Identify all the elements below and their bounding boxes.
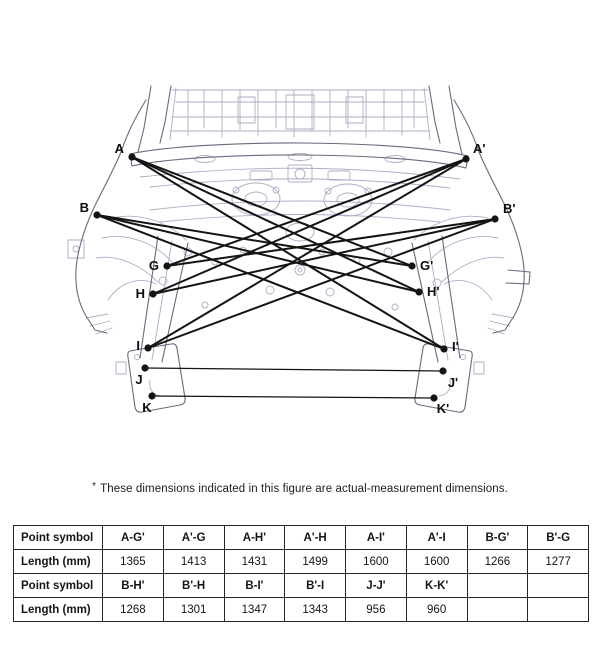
point-label-I': I' [452,339,459,354]
table-cell: A-I' [346,526,407,550]
measure-point-K [148,392,155,399]
measure-point-G' [408,262,415,269]
measure-point-I [144,344,151,351]
table-row [14,526,589,550]
table-cell: B-G' [467,526,528,550]
table-cell: A-G' [103,526,164,550]
point-label-K: K [142,400,152,415]
row-label-cell: Length (mm) [14,598,103,622]
measure-point-A' [462,155,469,162]
table-row [14,574,589,598]
measure-line-B-I' [97,215,444,349]
point-label-J: J [135,372,143,387]
footnote-text: These dimensions indicated in this figure are actual-measurement dimensions. [100,483,508,495]
point-label-G: G [148,258,159,273]
measure-line-A-I' [132,157,444,349]
table-cell: 956 [346,598,407,622]
measure-point-G [163,262,170,269]
measure-point-I' [440,345,447,352]
point-label-I: I [136,338,140,353]
table-cell: 1343 [285,598,346,622]
point-label-G': G' [420,258,434,273]
measure-line-B-G' [97,215,412,266]
point-label-A': A' [473,141,486,156]
measure-point-B [93,211,100,218]
table-cell: 1499 [285,550,346,574]
table-cell: B'-G [528,526,589,550]
table-cell [467,598,528,622]
row-label-cell: Point symbol [14,574,103,598]
table-cell [528,598,589,622]
point-label-B': B' [503,201,516,216]
table-cell: 1431 [224,550,285,574]
vehicle-body-illustration [68,86,530,412]
table-cell [528,574,589,598]
table-cell: A'-H [285,526,346,550]
table-cell: J-J' [346,574,407,598]
table-cell: 960 [406,598,467,622]
table-cell: B-H' [103,574,164,598]
row-label-cell: Length (mm) [14,550,103,574]
measure-point-J [141,364,148,371]
measure-point-A [128,153,135,160]
point-label-K': K' [436,401,450,416]
table-row [14,550,589,574]
table-cell: 1268 [103,598,164,622]
table-cell: 1277 [528,550,589,574]
measure-point-J' [439,367,446,374]
figure-footnote [0,481,600,495]
measure-line-J-J' [145,368,443,371]
measure-point-H' [415,288,422,295]
table-cell: 1365 [103,550,164,574]
table-cell: 1266 [467,550,528,574]
dimension-table-body [14,526,589,622]
table-cell [467,574,528,598]
table-cell: 1301 [163,598,224,622]
point-label-B: B [79,200,89,215]
table-cell: K-K' [406,574,467,598]
table-cell: A'-G [163,526,224,550]
table-cell: B-I' [224,574,285,598]
measure-point-H [149,290,156,297]
table-cell: B'-I [285,574,346,598]
table-cell: A'-I [406,526,467,550]
table-cell: 1600 [346,550,407,574]
table-cell: 1600 [406,550,467,574]
point-label-A: A [114,141,124,156]
footnote-asterisk: * [92,481,97,492]
measure-point-B' [491,215,498,222]
point-label-H: H [135,286,145,301]
dimension-table [13,525,589,622]
measure-line-K-K' [152,396,434,398]
table-cell: A-H' [224,526,285,550]
table-row [14,598,589,622]
row-label-cell: Point symbol [14,526,103,550]
table-cell: 1347 [224,598,285,622]
table-cell: 1413 [163,550,224,574]
table-cell: B'-H [163,574,224,598]
point-label-H': H' [427,284,440,299]
point-label-J': J' [447,375,459,390]
